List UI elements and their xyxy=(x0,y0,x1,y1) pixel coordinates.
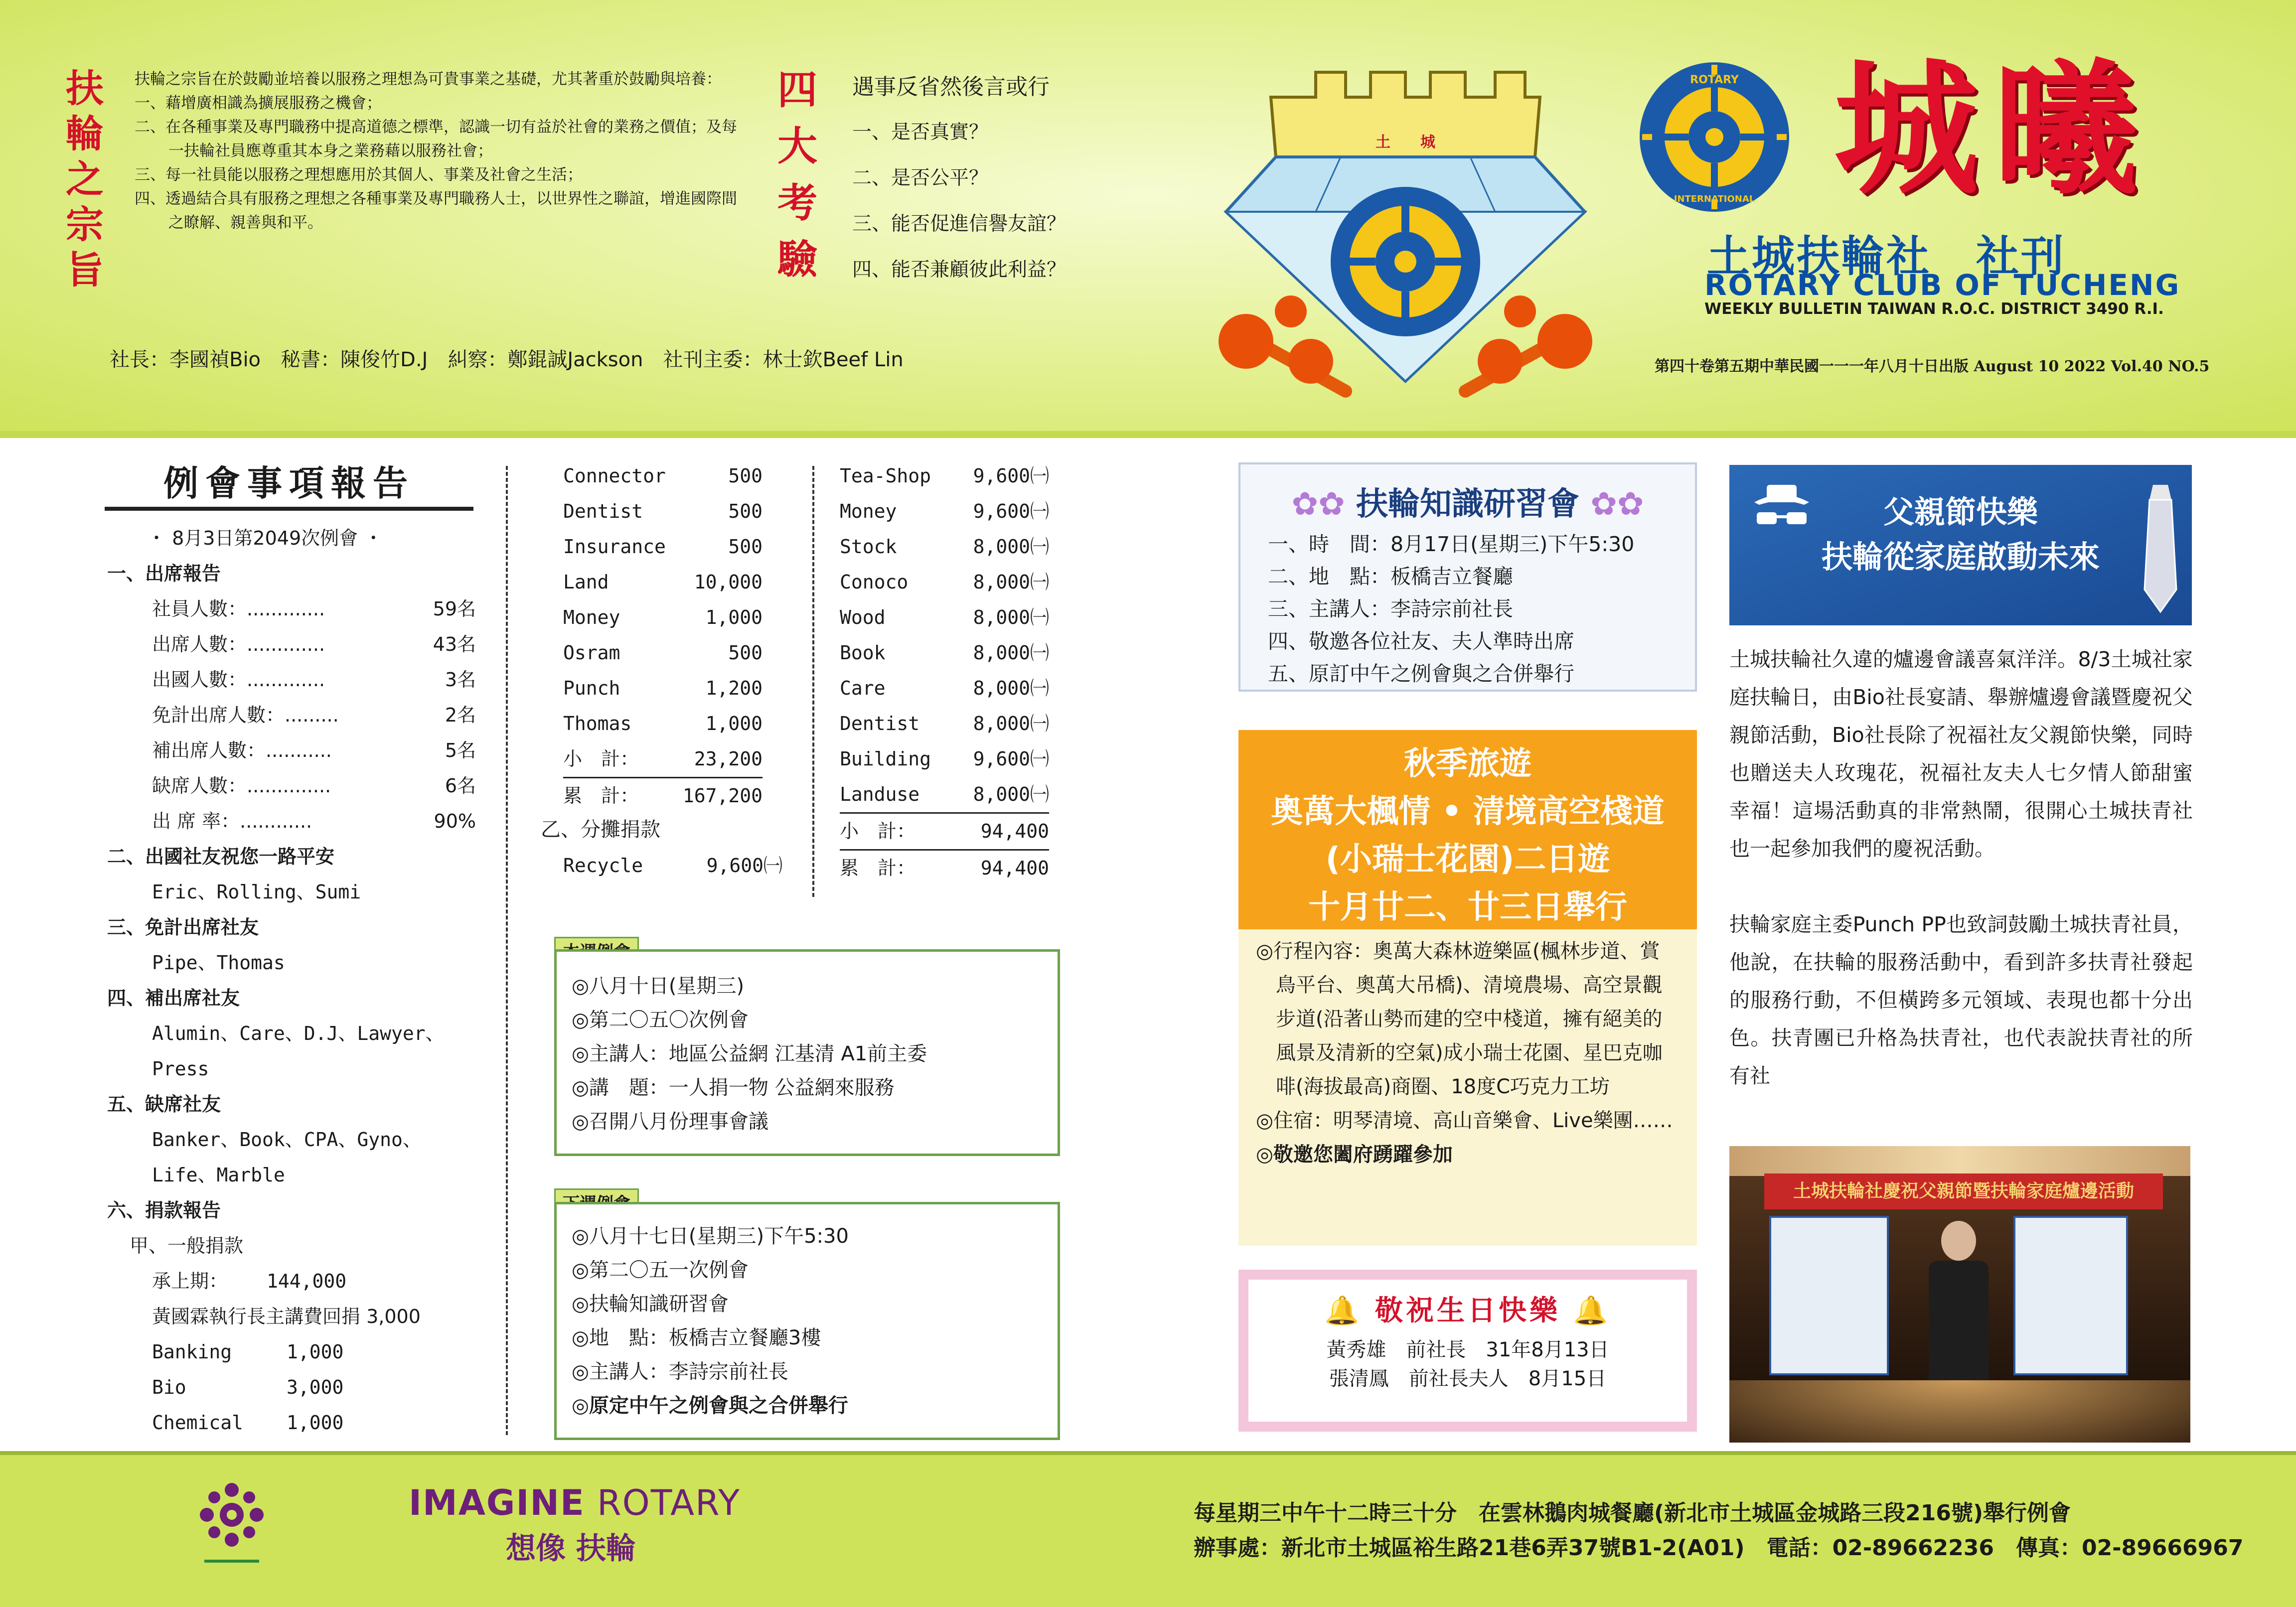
attendance-row xyxy=(107,804,476,839)
donation-amount: 1,000 xyxy=(287,1412,344,1434)
abroad-heading: 二、出國社友祝您一路平安 xyxy=(107,846,335,868)
photo-speaker xyxy=(1929,1221,1989,1385)
rotary-word: ROTARY xyxy=(1690,74,1739,86)
attendance-row xyxy=(107,698,476,733)
donor-name: Banking xyxy=(152,1341,232,1363)
purpose-vt-char: 之 xyxy=(66,157,104,201)
next-week-item: ◎扶輪知識研習會 xyxy=(572,1293,729,1315)
donor-name: Connector xyxy=(563,465,666,487)
donation-amount: 8,000㈠ xyxy=(973,713,1049,734)
meeting-subtitle: ・ 8月3日第2049次例會 ・ xyxy=(147,527,383,549)
report-body xyxy=(107,521,476,1441)
trip-title-line: 秋季旅遊 xyxy=(1404,745,1531,782)
carry-label: 承上期： xyxy=(152,1270,228,1292)
exempt-heading: 三、免計出席社友 xyxy=(107,916,259,938)
tests-vt-char: 驗 xyxy=(777,235,817,283)
donation-row xyxy=(840,529,1049,565)
makeup-names: Alumin、Care、D.J、Lawyer、 xyxy=(152,1023,445,1044)
donation-row xyxy=(840,635,1049,671)
attendance-row xyxy=(107,591,476,627)
donor-name: Money xyxy=(563,606,620,628)
donation-row xyxy=(563,635,763,671)
autumn-trip-box xyxy=(1238,730,1697,1246)
trip-itinerary: ◎行程內容：奧萬大森林遊樂區(楓林步道、賞鳥平台、奧萬大吊橋)、清境農場、高空景觀步道(沿著山勢而建的空中棧道，擁有絕美的風景及清新的空氣)成小瑞士花園、星巴克咖啡(海拔最高)商圈、18度C巧克力工坊 xyxy=(1256,940,1663,1098)
general-donation-heading: 甲、一般捐款 xyxy=(130,1235,244,1257)
next-week-item: ◎第二〇五一次例會 xyxy=(572,1259,749,1282)
photo-banner: 土城扶輪社慶祝父親節暨扶輪家庭爐邊活動 xyxy=(1764,1173,2163,1209)
photo-poster xyxy=(2013,1216,2128,1375)
donation-amount: 10,000 xyxy=(694,571,763,593)
masthead-title: 城曦 xyxy=(1834,45,2153,214)
photo-stage xyxy=(1729,1380,2190,1443)
report-title-rule xyxy=(105,507,473,511)
attendance-label: 出席人數：............. xyxy=(152,633,325,655)
this-week-item: ◎主講人：地區公益網 江基清 A1前主委 xyxy=(572,1042,927,1065)
this-week-item: ◎召開八月份理事會議 xyxy=(572,1110,768,1133)
office-info: 辦事處：新北市土城區裕生路21巷6弄37號B1-2(A01) 電話：02-89662236 傳真：02-89666967 xyxy=(1194,1535,2244,1561)
trip-title-line: (小瑞士花園)二日遊 xyxy=(1325,841,1610,878)
four-way-test-item: 四、能否兼顧彼此利益？ xyxy=(852,259,1067,281)
donation-row xyxy=(840,600,1049,635)
donor-name: Chemical xyxy=(152,1412,244,1434)
donation-row xyxy=(107,1370,476,1405)
donation-amount: 8,000㈠ xyxy=(973,571,1049,593)
imagine-rotary-icon xyxy=(197,1480,267,1567)
donation-row xyxy=(563,565,763,600)
donor-name: Stock xyxy=(840,536,897,558)
attendance-label: 缺席人數：.............. xyxy=(152,775,331,797)
shared-donation-heading: 乙、分攤捐款 xyxy=(541,818,660,841)
column-divider xyxy=(506,466,508,1435)
imagine-bold: IMAGINE xyxy=(409,1482,585,1523)
donor-name: Dentist xyxy=(563,500,643,522)
donation-amount: 8,000㈠ xyxy=(973,642,1049,664)
attendance-value: 5名 xyxy=(445,739,476,761)
tucheng-diamond-logo xyxy=(1216,62,1595,411)
donation-row xyxy=(840,565,1049,600)
donor-name: Money xyxy=(840,500,897,522)
knowledge-item: 二、地 點：板橋吉立餐廳 xyxy=(1268,565,1513,588)
this-week-box xyxy=(554,949,1060,1156)
flower-icon: ✿✿ xyxy=(1291,486,1356,523)
four-way-test-item: 二、是否公平？ xyxy=(852,167,989,189)
attendance-row xyxy=(107,627,476,662)
donor-name: Wood xyxy=(840,606,886,628)
donation-row xyxy=(563,458,763,494)
bulletin-subtitle: WEEKLY BULLETIN TAIWAN R.O.C. DISTRICT 3490 R.I. xyxy=(1704,300,2164,318)
attendance-heading: 一、出席報告 xyxy=(107,563,221,584)
birthday-title-text: 敬祝生日快樂 xyxy=(1375,1295,1560,1327)
donation-amount: 3,000 xyxy=(287,1376,344,1398)
attendance-label: 出 席 率：............ xyxy=(152,810,312,832)
total-value: 167,200 xyxy=(682,785,763,807)
absent-names: Banker、Book、CPA、Gyno、 xyxy=(152,1129,422,1151)
next-week-item: ◎原定中午之例會與之合併舉行 xyxy=(572,1394,848,1417)
knowledge-item: 三、主講人：李詩宗前社長 xyxy=(1268,597,1513,621)
next-week-item: ◎八月十七日(星期三)下午5:30 xyxy=(572,1225,849,1248)
donation-row xyxy=(107,1405,476,1441)
makeup-heading: 四、補出席社友 xyxy=(107,987,240,1009)
absent-names-cont: Life、Marble xyxy=(152,1164,285,1186)
purpose-intro: 扶輪之宗旨在於鼓勵並培養以服務之理想為可貴事業之基礎，尤其著重於鼓勵與培養： xyxy=(135,70,722,88)
photo-poster xyxy=(1769,1216,1889,1375)
purpose-vt-char: 旨 xyxy=(66,248,104,292)
trip-title-line: 奧萬大楓情 • 清境高空棧道 xyxy=(1271,793,1665,830)
donor-name: Landuse xyxy=(840,783,920,805)
donor-name: Recycle xyxy=(563,855,643,877)
attendance-label: 免計出席人數：......... xyxy=(152,704,339,726)
donation-amount: 500 xyxy=(728,536,763,558)
donor-name: Care xyxy=(840,677,886,699)
donation-amount: 8,000㈠ xyxy=(973,783,1049,805)
birthday-box xyxy=(1238,1270,1697,1432)
attendance-label: 社員人數：............. xyxy=(152,598,325,620)
attendance-value: 2名 xyxy=(445,704,476,726)
exempt-names: Pipe、Thomas xyxy=(152,952,285,974)
attendance-row xyxy=(107,733,476,768)
recycle-row xyxy=(563,848,782,883)
abroad-names: Eric、Rolling、Sumi xyxy=(152,881,361,903)
subtotal-value: 23,200 xyxy=(694,748,763,770)
bell-icon: 🔔 xyxy=(1560,1295,1611,1327)
imagine-rotary-chinese: 想像 扶輪 xyxy=(506,1531,636,1566)
purpose-text xyxy=(135,67,743,235)
birthday-item: 張清鳳 前社長夫人 8月15日 xyxy=(1329,1367,1607,1390)
total-row xyxy=(563,778,763,814)
this-week-item: ◎第二〇五〇次例會 xyxy=(572,1009,749,1031)
subtotal-value: 94,400 xyxy=(980,820,1049,842)
fathers-day-article xyxy=(1729,640,2193,1095)
carry-value: 144,000 xyxy=(267,1270,347,1292)
donor-name: Land xyxy=(563,571,609,593)
attendance-row xyxy=(107,662,476,698)
donation-row xyxy=(840,458,1049,494)
subtotal-row xyxy=(840,814,1049,851)
tests-vt-char: 大 xyxy=(777,123,817,170)
event-photo xyxy=(1729,1146,2190,1443)
total-label: 累 計： xyxy=(840,857,916,879)
donation-row xyxy=(563,494,763,529)
donation-row xyxy=(840,741,1049,777)
flower-icon: ✿✿ xyxy=(1579,486,1644,523)
donation-heading: 六、捐款報告 xyxy=(107,1199,221,1221)
donor-name: Insurance xyxy=(563,536,666,558)
officers-line: 社長：李國禎Bio 秘書：陳俊竹D.J 糾察：鄭錕誠Jackson 社刊主委：林士欽Beef Lin xyxy=(110,348,904,371)
attendance-row xyxy=(107,768,476,804)
subtotal-label: 小 計： xyxy=(563,748,639,770)
tests-vt-char: 考 xyxy=(777,179,817,226)
club-name-english: ROTARY CLUB OF TUCHENG xyxy=(1704,268,2181,302)
rotary-wheel-icon xyxy=(1331,187,1480,336)
donation-row xyxy=(563,706,763,741)
fathers-day-line2: 扶輪從家庭啟動未來 xyxy=(1821,539,2100,575)
report-title-block xyxy=(105,461,473,511)
tests-vt-char: 四 xyxy=(777,66,817,113)
donation-amount: 1,000 xyxy=(705,713,763,734)
attendance-value: 6名 xyxy=(445,775,476,797)
donor-name: Thomas xyxy=(563,713,632,734)
knowledge-seminar-box xyxy=(1238,462,1697,692)
purpose-item: 二、在各種事業及專門職務中提高道德之標準，認識一切有益於社會的業務之價值；及每一扶輪社員應尊重其本身之業務藉以服務社會； xyxy=(135,118,737,160)
this-week-item: ◎八月十日(星期三) xyxy=(572,975,745,998)
donor-name: Book xyxy=(840,642,886,664)
donation-amount: 1,200 xyxy=(705,677,763,699)
donation-amount: 9,600㈠ xyxy=(973,500,1049,522)
attendance-value: 43名 xyxy=(433,633,476,655)
donor-name: Building xyxy=(840,748,931,770)
fathers-day-banner xyxy=(1729,465,2192,625)
donor-name: Bio xyxy=(152,1376,186,1398)
subtotal-row xyxy=(563,741,763,778)
donation-row xyxy=(563,671,763,706)
donor-name: Punch xyxy=(563,677,620,699)
trip-invite: ◎敬邀您闔府踴躍參加 xyxy=(1256,1143,1453,1166)
donation-row xyxy=(563,600,763,635)
total-row xyxy=(840,851,1049,886)
donor-name: Tea-Shop xyxy=(840,465,931,487)
attendance-value: 3名 xyxy=(445,669,476,691)
donor-name: Dentist xyxy=(840,713,920,734)
this-week-item: ◎講 題：一人捐一物 公益網來服務 xyxy=(572,1076,895,1099)
imagine-rest: ROTARY xyxy=(585,1482,741,1523)
knowledge-item: 四、敬邀各位社友、夫人準時出席 xyxy=(1268,629,1574,653)
photo-ceiling xyxy=(1729,1146,2190,1176)
four-way-test-intro: 遇事反省然後言或行 xyxy=(852,74,1050,100)
fathers-day-text xyxy=(1729,490,2192,580)
donation-row xyxy=(840,671,1049,706)
fathers-day-line1: 父親節快樂 xyxy=(1883,494,2038,530)
donation-amount: 500 xyxy=(728,465,763,487)
donation-amount: 9,600㈠ xyxy=(706,855,782,877)
knowledge-item: 五、原訂中午之例會與之合併舉行 xyxy=(1268,662,1574,686)
trip-title-line: 十月廿二、廿三日舉行 xyxy=(1308,889,1627,926)
donation-amount: 500 xyxy=(728,642,763,664)
birthday-list xyxy=(1248,1335,1687,1393)
donations-mid xyxy=(563,458,763,814)
knowledge-title-text: 扶輪知識研習會 xyxy=(1356,486,1579,523)
purpose-item: 三、每一社員能以服務之理想應用於其個人、事業及社會之生活； xyxy=(135,166,583,184)
bell-icon: 🔔 xyxy=(1324,1295,1375,1327)
birthday-title xyxy=(1248,1280,1687,1328)
meeting-info: 每星期三中午十二時三十分 在雲林鵝肉城餐廳(新北市土城區金城路三段216號)舉行例會 xyxy=(1194,1500,2071,1526)
purpose-vt-char: 扶 xyxy=(66,66,104,111)
donation-amount: 9,600㈠ xyxy=(973,465,1049,487)
issue-line: 第四十卷第五期中華民國一一一年八月十日出版 August 10 2022 Vol.40 NO.5 xyxy=(1655,358,2210,375)
total-value: 94,400 xyxy=(980,857,1049,879)
four-way-test-text xyxy=(852,70,1111,293)
knowledge-item: 一、時 間：8月17日(星期三)下午5:30 xyxy=(1268,532,1635,556)
purpose-item: 一、藉增廣相識為擴展服務之機會； xyxy=(135,94,382,112)
donation-amount: 8,000㈠ xyxy=(973,606,1049,628)
subtotal-label: 小 計： xyxy=(840,820,916,842)
donor-name: Conoco xyxy=(840,571,909,593)
purpose-item: 四、透過結合具有服務之理想之各種事業及專門職務人士，以世界性之聯誼，增進國際間之瞭解、親善與和平。 xyxy=(135,190,737,232)
knowledge-list xyxy=(1240,524,1695,690)
purpose-vt-char: 輪 xyxy=(66,112,104,156)
donation-row xyxy=(840,777,1049,814)
huang-donation: 黃國霖執行長主講費回捐 3,000 xyxy=(152,1306,421,1327)
trip-header xyxy=(1238,730,1697,929)
column-divider xyxy=(812,466,814,897)
donor-name: Osram xyxy=(563,642,620,664)
donations-right xyxy=(840,458,1049,886)
donation-amount: 9,600㈠ xyxy=(973,748,1049,770)
donation-row xyxy=(563,529,763,565)
article-paragraph: 土城扶輪社久違的爐邊會議喜氣洋洋。8/3土城社家庭扶輪日，由Bio社長宴請、舉辦爐邊會議暨慶祝父親節活動，Bio社長除了祝福社友父親節快樂，同時也贈送夫人玫瑰花，祝福社友夫人七夕情人節甜蜜幸福！這場活動真的非常熱鬧，很開心土城扶青社也一起參加我們的慶祝活動。 xyxy=(1729,647,2193,861)
donation-amount: 8,000㈠ xyxy=(973,677,1049,699)
donation-row xyxy=(840,494,1049,529)
carry-over-row xyxy=(107,1264,476,1299)
masthead-rule xyxy=(0,431,2296,438)
birthday-item: 黃秀雄 前社長 31年8月13日 xyxy=(1326,1338,1609,1361)
total-label: 累 計： xyxy=(563,785,639,807)
absent-heading: 五、缺席社友 xyxy=(107,1093,221,1115)
attendance-label: 出國人數：............. xyxy=(152,669,325,691)
next-week-item: ◎地 點：板橋吉立餐廳3樓 xyxy=(572,1326,821,1349)
purpose-vertical-title xyxy=(65,66,105,292)
recycle-line xyxy=(563,848,782,883)
donation-amount: 500 xyxy=(728,500,763,522)
four-way-test-item: 三、能否促進信譽友誼？ xyxy=(852,213,1067,235)
international-word: INTERNATIONAL xyxy=(1674,194,1755,204)
knowledge-seminar-title xyxy=(1240,464,1695,524)
makeup-names-cont: Press xyxy=(152,1058,209,1080)
four-way-test-item: 一、是否真實？ xyxy=(852,121,989,144)
purpose-vt-char: 宗 xyxy=(66,202,104,247)
imagine-rotary-text xyxy=(409,1482,741,1523)
diamond-caption: 土 城 xyxy=(1376,134,1435,151)
donation-amount: 1,000 xyxy=(705,606,763,628)
club-name-chinese: 土城扶輪社 社刊 xyxy=(1707,232,2066,282)
article-paragraph: 扶輪家庭主委Punch PP也致詞鼓勵土城扶青社員，他說，在扶輪的服務活動中，看到許多扶青社發起的服務行動，不但橫跨多元領域、表現也都十分出色。扶青團已升格為扶青社，也代表說扶青社的所有社 xyxy=(1729,912,2193,1088)
next-week-box xyxy=(554,1202,1060,1440)
donation-amount: 1,000 xyxy=(287,1341,344,1363)
attendance-value: 59名 xyxy=(433,598,476,620)
four-way-test-vertical-title xyxy=(775,66,820,283)
donation-row xyxy=(840,706,1049,741)
rotary-international-icon xyxy=(1635,57,1794,217)
donation-row xyxy=(107,1334,476,1370)
trip-stay: ◎住宿：明琴清境、高山音樂會、Live樂團…… xyxy=(1256,1109,1673,1132)
attendance-label: 補出席人數：........... xyxy=(152,739,332,761)
trip-details xyxy=(1238,929,1697,1171)
report-title: 例會事項報告 xyxy=(163,463,415,504)
next-week-item: ◎主講人：李詩宗前社長 xyxy=(572,1360,788,1383)
attendance-value: 90% xyxy=(434,810,476,832)
donation-amount: 8,000㈠ xyxy=(973,536,1049,558)
